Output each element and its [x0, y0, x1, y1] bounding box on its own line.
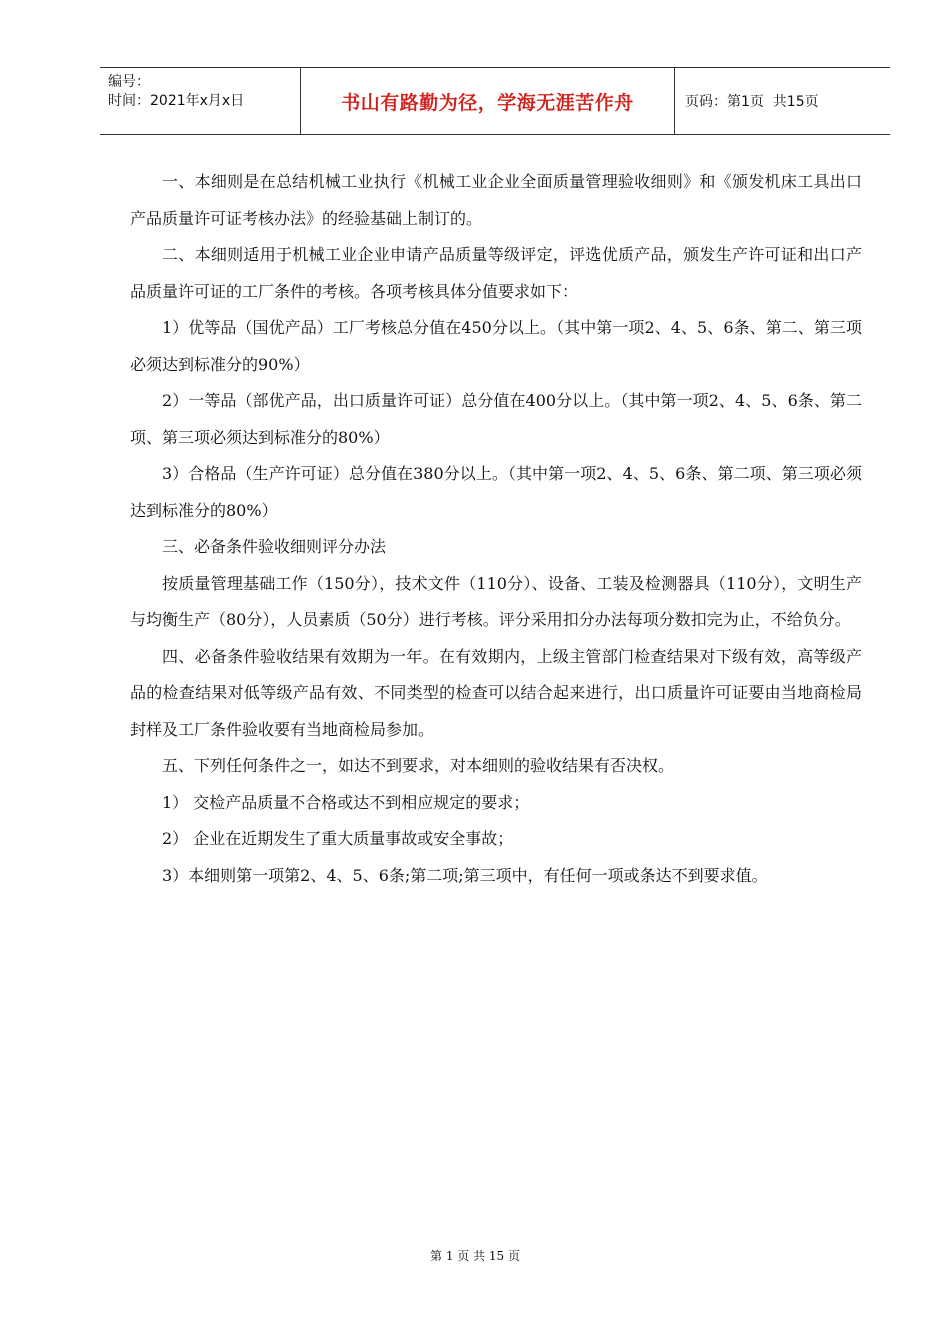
paragraph-8: 四、必备条件验收结果有效期为一年。在有效期内，上级主管部门检查结果对下级有效，高等级产品的检查结果对低等级产品有效、不同类型的检查可以结合起来进行，出口质量许可证要由当地商检局封样及工厂条件验收要有当地商检局参加。: [130, 646, 862, 739]
paragraph-12: 3）本细则第一项第2、4、5、6条;第二项;第三项中，有任何一项或条达不到要求值。: [162, 865, 768, 885]
paragraph-3: 1）优等品（国优产品）工厂考核总分值在450分以上。（其中第一项2、4、5、6条、第二、第三项必须达到标准分的90%）: [130, 318, 862, 374]
paragraph-6: 三、必备条件验收细则评分办法: [162, 537, 387, 556]
paragraph-1: 一、本细则是在总结机械工业执行《机械工业企业全面质量管理验收细则》和《颁发机床工具出口产品质量许可证考核办法》的经验基础上制订的。: [130, 172, 862, 228]
page-footer: [0, 1247, 950, 1264]
paragraph-5: 3）合格品（生产许可证）总分值在380分以上。（其中第一项2、4、5、6条、第二项、第三项必须达到标准分的80%）: [130, 464, 862, 520]
document-time-label: 时间：2021年x月x日: [108, 93, 245, 109]
header-page-label: 页码：第1页 共15页: [685, 94, 819, 110]
paragraph-2: 二、本细则适用于机械工业企业申请产品质量等级评定，评选优质产品，颁发生产许可证和出口产品质量许可证的工厂条件的考核。各项考核具体分值要求如下：: [130, 245, 862, 301]
header-motto: 书山有路勤为径，学海无涯苦作舟: [301, 68, 675, 134]
document-number-label: 编号：: [108, 74, 150, 90]
page-header: [100, 67, 890, 135]
paragraph-4: 2）一等品（部优产品，出口质量许可证）总分值在400分以上。（其中第一项2、4、5、6条、第二项、第三项必须达到标准分的80%）: [130, 391, 862, 447]
paragraph-10: 1） 交检产品质量不合格或达不到相应规定的要求；: [162, 792, 530, 812]
paragraph-7: 按质量管理基础工作（150分），技术文件（110分）、设备、工装及检测器具（110分），文明生产与均衡生产（80分），人员素质（50分）进行考核。评分采用扣分办法每项分数扣完为止，不给负分。: [130, 573, 862, 629]
header-page-info: [675, 68, 890, 134]
footer-page-number: 第 1 页 共 15 页: [430, 1249, 520, 1263]
paragraph-11: 2） 企业在近期发生了重大质量事故或安全事故；: [162, 829, 514, 848]
header-meta: [100, 68, 301, 134]
document-body: [130, 164, 862, 894]
paragraph-9: 五、下列任何条件之一，如达不到要求，对本细则的验收结果有否决权。: [162, 756, 675, 775]
